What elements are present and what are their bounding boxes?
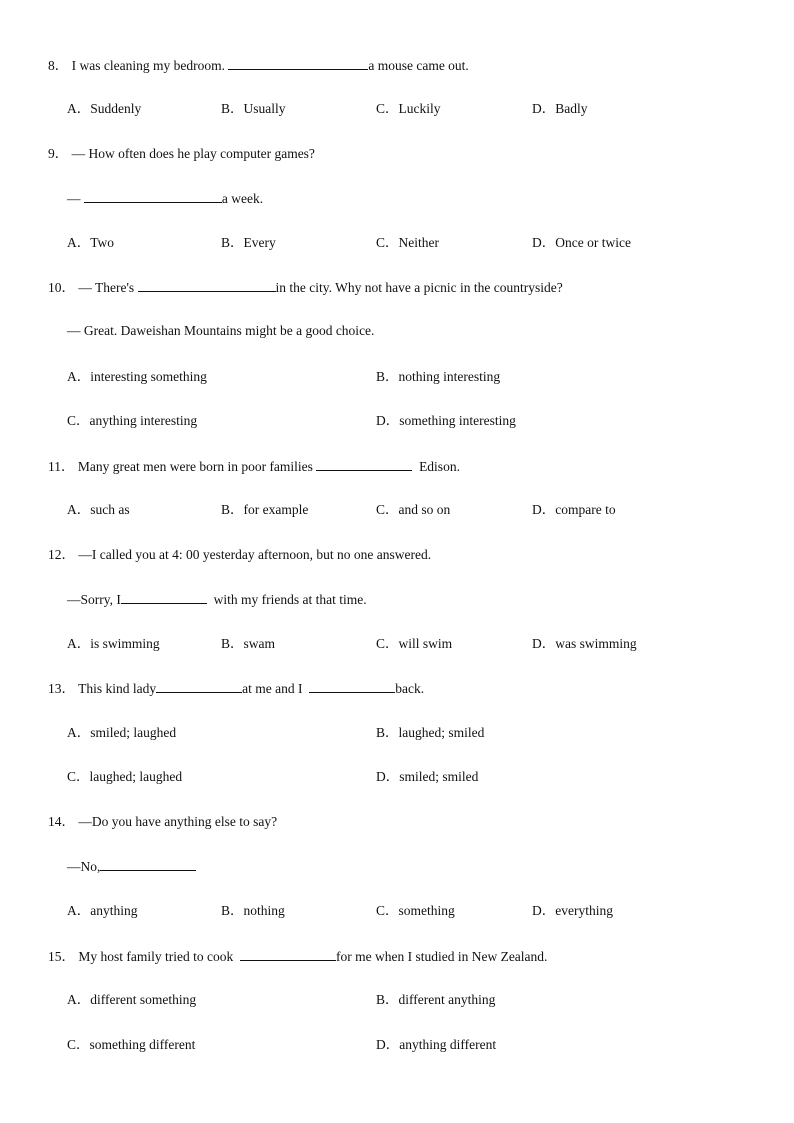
option-b[interactable]: B．for example (221, 502, 309, 517)
stem-text: — There's (78, 280, 135, 295)
option-d[interactable]: D．everything (532, 903, 613, 918)
question-number: 15． (48, 949, 75, 964)
option-c[interactable]: C．Neither (376, 235, 439, 250)
question-11-stem (48, 457, 460, 476)
option-c[interactable]: C．Luckily (376, 101, 441, 116)
stem-text: —I called you at 4: 00 yesterday afternoon, but no one answered. (78, 547, 432, 562)
option-a[interactable]: A．anything (67, 903, 138, 918)
option-a[interactable]: A．interesting something (67, 369, 207, 384)
question-number: 8． (48, 58, 69, 73)
question-9-stem (48, 145, 315, 163)
stem-text: back. (395, 681, 425, 696)
stem-text: —No, (67, 859, 101, 874)
option-b[interactable]: B．Every (221, 235, 276, 250)
stem-text: for me when I studied in New Zealand. (335, 949, 548, 964)
stem-text: —Do you have anything else to say? (78, 814, 278, 829)
option-a[interactable]: A．Two (67, 235, 115, 250)
option-b[interactable]: B．nothing (221, 903, 285, 918)
answer-blank (121, 590, 207, 604)
option-a[interactable]: A．different something (67, 992, 197, 1007)
stem-text: a week. (221, 191, 264, 206)
option-a[interactable]: A．smiled; laughed (67, 725, 177, 740)
question-number: 13． (48, 681, 75, 696)
question-number: 12． (48, 547, 75, 562)
question-12-response (67, 590, 367, 609)
question-15-stem (48, 947, 547, 966)
option-b[interactable]: B．laughed; smiled (376, 725, 485, 740)
option-c[interactable]: C．something different (67, 1037, 196, 1052)
option-d[interactable]: D．was swimming (532, 636, 637, 651)
answer-blank (316, 457, 412, 471)
option-d[interactable]: D．Badly (532, 101, 588, 116)
answer-blank (240, 947, 336, 961)
stem-text: — How often does he play computer games? (71, 146, 315, 161)
option-a[interactable]: A．is swimming (67, 636, 160, 651)
stem-text: This kind lady (78, 681, 157, 696)
question-9-response (67, 189, 263, 208)
stem-text: with my friends at that time. (213, 592, 367, 607)
stem-text: My host family tried to cook (78, 949, 234, 964)
option-b[interactable]: B．nothing interesting (376, 369, 501, 384)
option-d[interactable]: D．something interesting (376, 413, 516, 428)
question-12-stem (48, 546, 431, 564)
stem-text: at me and I (242, 681, 303, 696)
answer-blank (309, 679, 395, 693)
option-c[interactable]: C．will swim (376, 636, 453, 651)
answer-blank (100, 857, 196, 871)
answer-blank (156, 679, 242, 693)
question-number: 14． (48, 814, 75, 829)
option-d[interactable]: D．Once or twice (532, 235, 631, 250)
stem-text: Edison. (419, 459, 460, 474)
stem-text: I was cleaning my bedroom. (71, 58, 225, 73)
option-b[interactable]: B．different anything (376, 992, 496, 1007)
option-d[interactable]: D．anything different (376, 1037, 497, 1052)
option-c[interactable]: C．laughed; laughed (67, 769, 183, 784)
answer-blank (228, 56, 368, 70)
stem-text: in the city. Why not have a picnic in the countryside? (275, 280, 563, 295)
option-a[interactable]: A．such as (67, 502, 130, 517)
option-a[interactable]: A．Suddenly (67, 101, 142, 116)
option-b[interactable]: B．swam (221, 636, 275, 651)
option-b[interactable]: B．Usually (221, 101, 286, 116)
question-number: 10． (48, 280, 75, 295)
option-c[interactable]: C．something (376, 903, 455, 918)
dash-text: — (67, 191, 81, 206)
option-d[interactable]: D．smiled; smiled (376, 769, 479, 784)
answer-blank (84, 189, 222, 203)
question-number: 9． (48, 146, 69, 161)
question-10-stem (48, 278, 563, 297)
option-c[interactable]: C．and so on (376, 502, 451, 517)
question-10-response: — Great. Daweishan Mountains might be a good choice. (67, 323, 375, 338)
answer-blank (138, 278, 276, 292)
option-c[interactable]: C．anything interesting (67, 413, 198, 428)
stem-text: —Sorry, I (67, 592, 121, 607)
stem-text: a mouse came out. (368, 58, 469, 73)
question-14-stem (48, 813, 277, 831)
option-d[interactable]: D．compare to (532, 502, 616, 517)
question-number: 11． (48, 459, 75, 474)
stem-text: Many great men were born in poor families (77, 459, 313, 474)
question-13-stem (48, 679, 424, 698)
question-8-stem (48, 56, 469, 75)
question-14-response (67, 857, 196, 876)
